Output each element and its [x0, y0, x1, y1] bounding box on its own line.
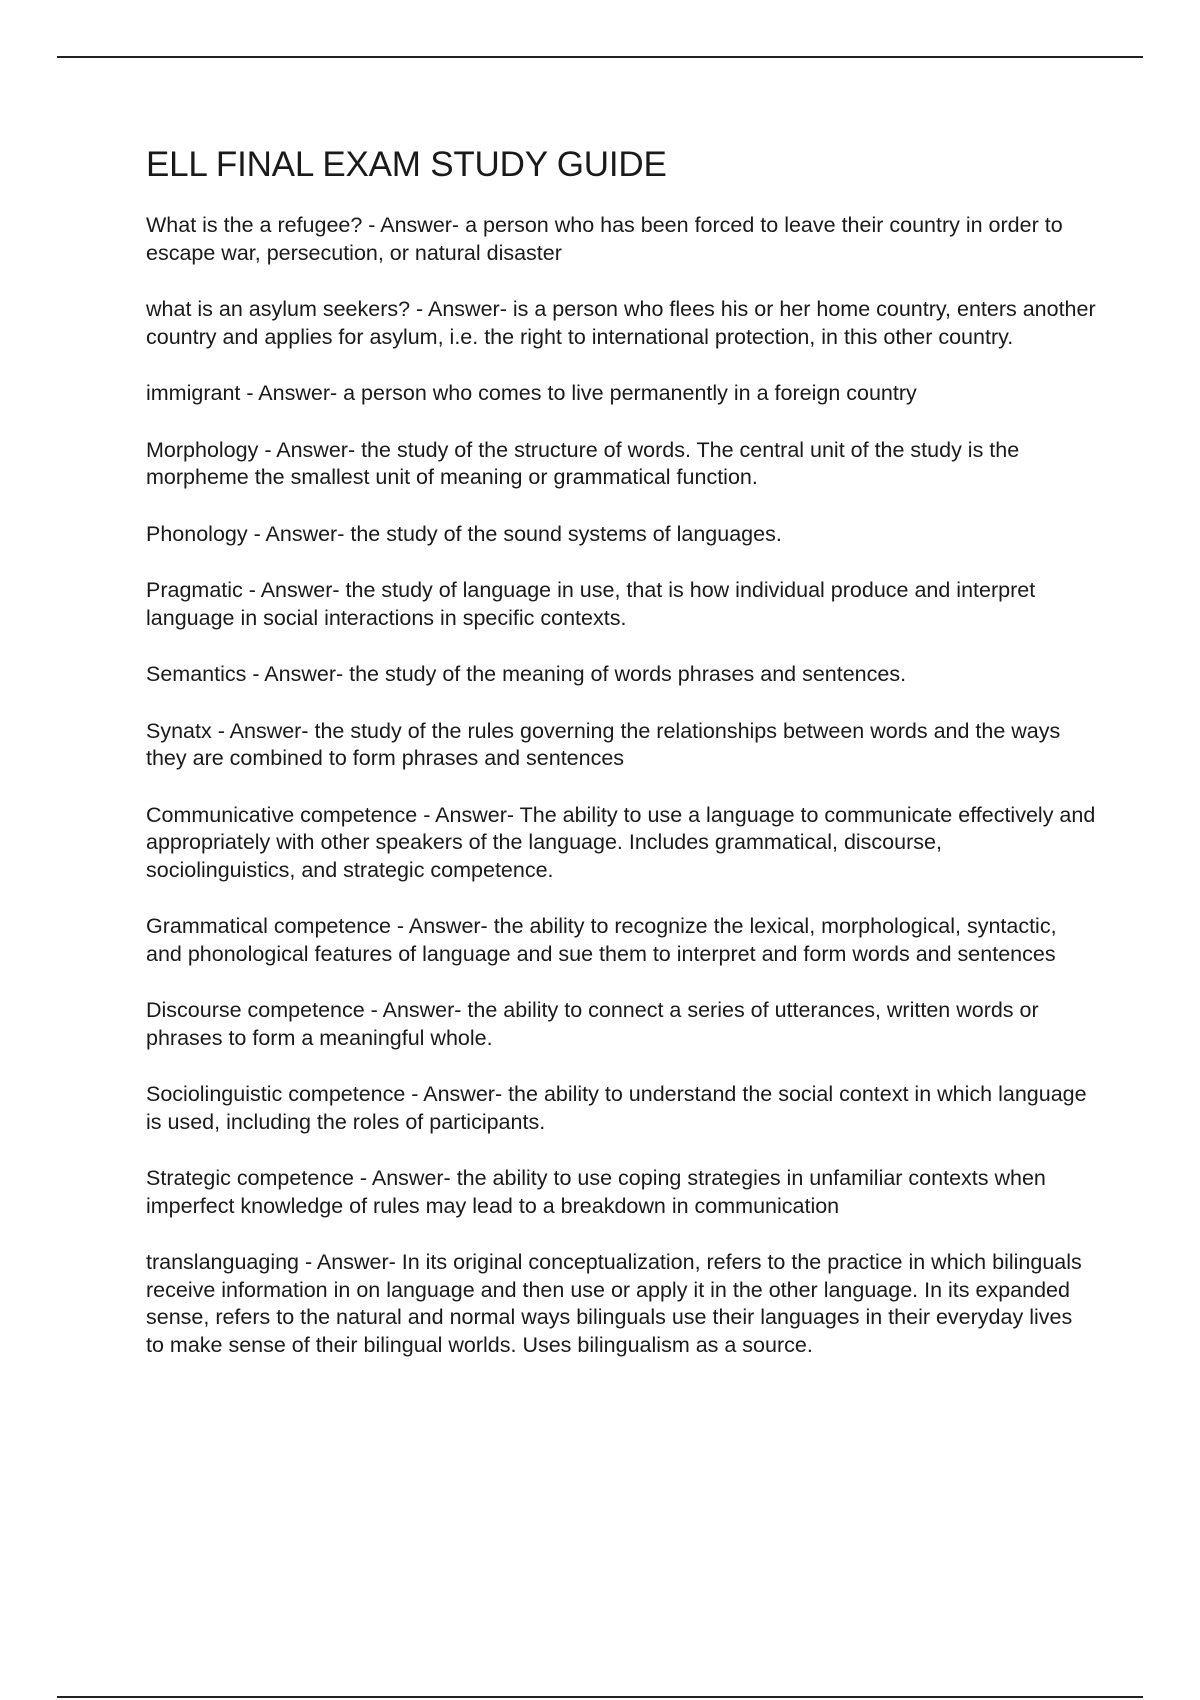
document-body — [146, 140, 1096, 1388]
entry-asylum-seeker: what is an asylum seekers? - Answer- is a person who flees his or her home country, enters another country and applies for asylum, i.e. the right to international protection, in this other country. — [146, 297, 1096, 349]
entry-morphology: Morphology - Answer- the study of the structure of words. The central unit of the study is the morpheme the smallest unit of meaning or grammatical function. — [146, 437, 1020, 489]
entry-immigrant: immigrant - Answer- a person who comes to live permanently in a foreign country — [146, 381, 917, 405]
entry-communicative-competence: Communicative competence - Answer- The ability to use a language to communicate effectively and appropriately with other speakers of the language. Includes grammatical, discourse, sociolinguistics, and strategic competence. — [146, 802, 1096, 882]
entry-discourse-competence: Discourse competence - Answer- the ability to connect a series of utterances, written words or phrases to form a meaningful whole. — [146, 998, 1039, 1050]
entry-semantics: Semantics - Answer- the study of the meaning of words phrases and sentences. — [146, 662, 907, 686]
entry-syntax: Synatx - Answer- the study of the rules governing the relationships between words and the ways they are combined to form phrases and sentences — [146, 718, 1061, 770]
entry-translanguaging: translanguaging - Answer- In its original conceptualization, refers to the practice in which bilinguals receive information in on language and then use or apply it in the other language. In its expanded sense, refers to the natural and normal ways bilinguals use their languages in their everyday lives to make sense of their bilingual worlds. Uses bilingualism as a source. — [146, 1250, 1082, 1357]
top-rule — [57, 56, 1143, 58]
entry-strategic-competence: Strategic competence - Answer- the ability to use coping strategies in unfamiliar contexts when imperfect knowledge of rules may lead to a breakdown in communication — [146, 1166, 1046, 1218]
entry-pragmatic: Pragmatic - Answer- the study of language in use, that is how individual produce and interpret language in social interactions in specific contexts. — [146, 578, 1036, 630]
entry-phonology: Phonology - Answer- the study of the sound systems of languages. — [146, 521, 782, 546]
entry-grammatical-competence: Grammatical competence - Answer- the ability to recognize the lexical, morphological, syntactic, and phonological features of language and sue them to interpret and form words and sentences — [146, 914, 1057, 966]
page-title: ELL FINAL EXAM STUDY GUIDE — [146, 145, 667, 184]
entry-sociolinguistic-competence: Sociolinguistic competence - Answer- the ability to understand the social context in which language is used, including the roles of participants. — [146, 1082, 1087, 1134]
entry-refugee: What is the a refugee? - Answer- a person who has been forced to leave their country in order to escape war, persecution, or natural disaster — [146, 213, 1063, 265]
bottom-rule — [57, 1696, 1143, 1698]
